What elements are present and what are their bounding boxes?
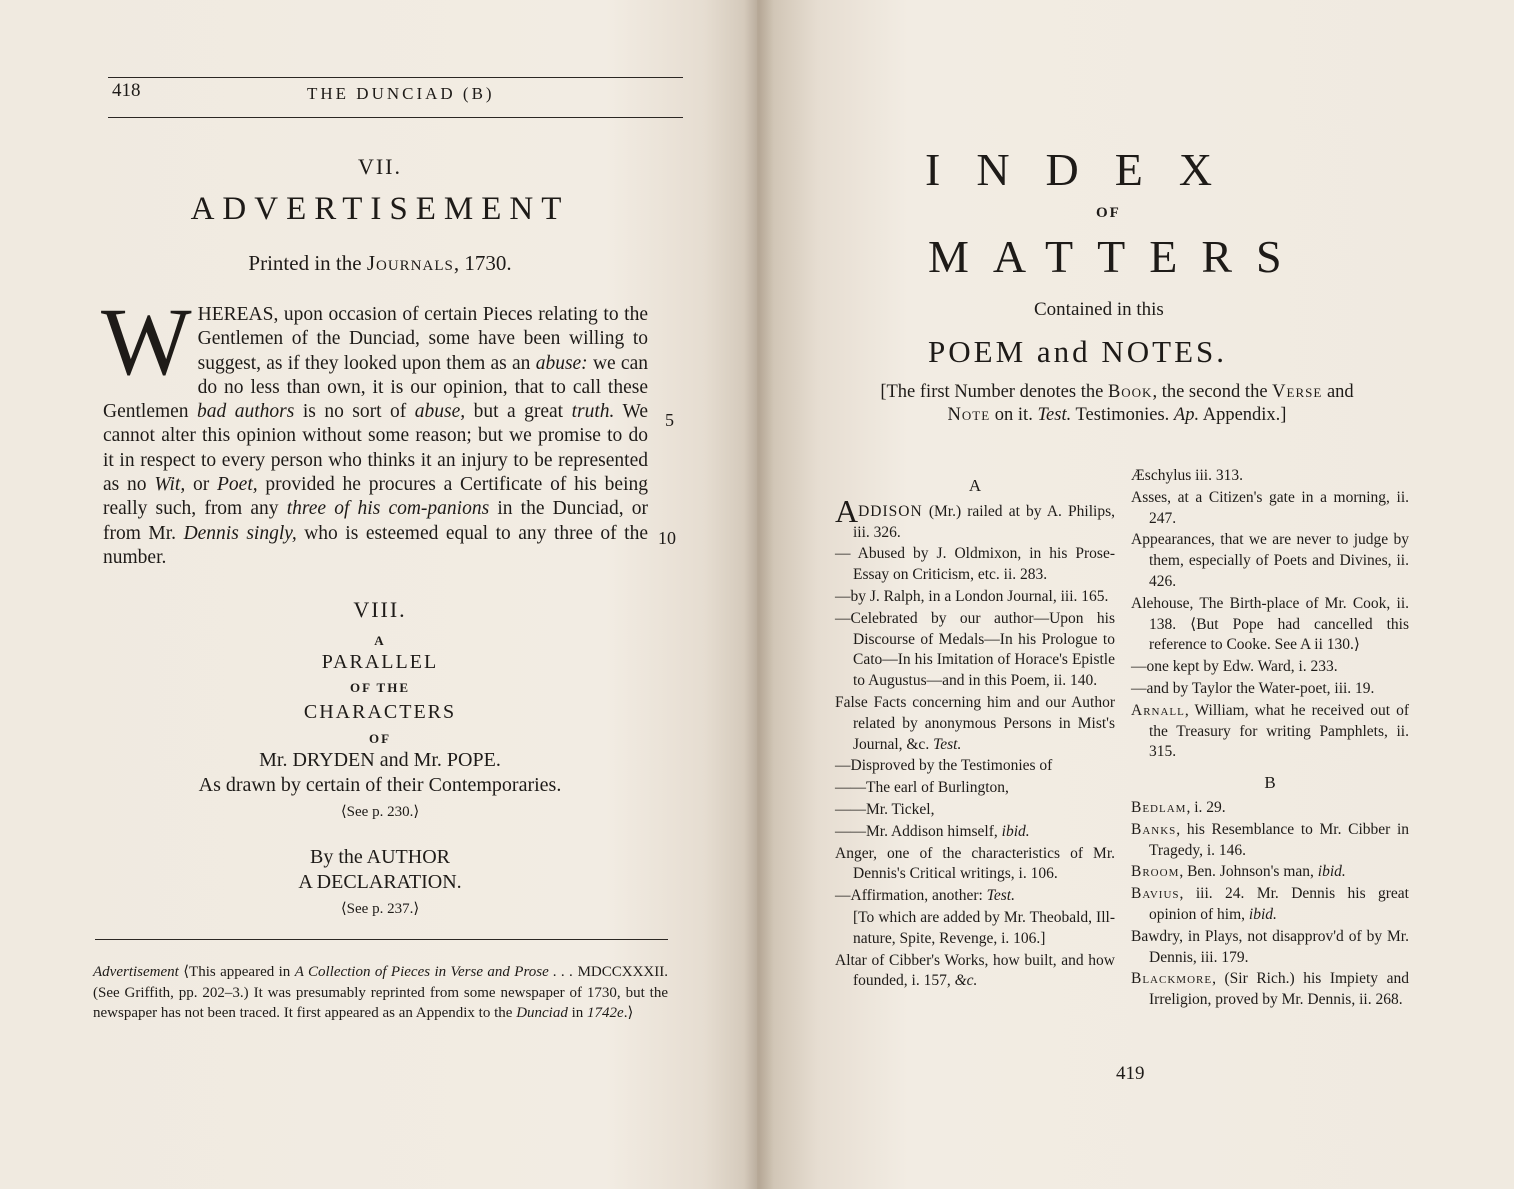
index-entry: Bavius, iii. 24. Mr. Dennis his great opinion of him, ibid. [1131, 885, 1409, 923]
footnote-rule [95, 939, 668, 940]
matters-title: MATTERS [928, 231, 1306, 282]
index-entry: Arnall, William, what he received out of the Treasury for writing Pamphlets, ii. 315. [1131, 701, 1409, 761]
index-entry: —one kept by Edw. Ward, i. 233. [1131, 658, 1338, 676]
characters-heading: CHARACTERS [303, 701, 457, 723]
of-small: OF [368, 731, 392, 746]
index-entry: ADDISON (Mr.) railed at by A. Philips, iii. 326. [835, 492, 1115, 541]
parallel-a: A [374, 633, 386, 648]
of-the: OF THE [349, 680, 411, 695]
index-entry: —Affirmation, another: Test. [835, 887, 1015, 905]
gutter-shadow [744, 0, 774, 1189]
top-rule [108, 77, 683, 78]
index-of: OF [1096, 205, 1121, 221]
index-entry: Æschylus iii. 313. [1131, 467, 1243, 484]
letter-a-heading: A [968, 476, 982, 495]
letter-b-heading: B [1264, 773, 1276, 793]
parallel-heading: PARALLEL [321, 651, 439, 673]
poem-and-notes: POEM and NOTES. [928, 334, 1228, 369]
index-entry: ——Mr. Addison himself, ibid. [835, 822, 1030, 840]
drop-cap: W [101, 288, 192, 395]
index-entry: Alehouse, The Birth-place of Mr. Cook, ii. 138. ⟨But Pope had cancelled this reference to Cooke. See A ii 130.⟩ [1131, 594, 1409, 654]
page-number-right: 419 [1116, 1063, 1145, 1084]
index-entry: —Celebrated by our author—Upon his Discourse of Medals—In his Prologue to Cato—In his Imitation of Horace's Epistle to Augustus—and in this Poem, ii. 140. [835, 609, 1115, 690]
contained-line: Contained in this [1034, 299, 1164, 320]
see-p-230: ⟨See p. 230.⟩ [340, 804, 420, 820]
printed-line: Printed in the Journals, 1730. [248, 251, 512, 275]
index-title: INDEX [925, 144, 1249, 195]
index-entry: ——The earl of Burlington, [835, 779, 1009, 797]
index-entry: [To which are added by Mr. Theobald, Ill-nature, Spite, Revenge, i. 106.] [853, 908, 1115, 947]
index-entry: Blackmore, (Sir Rich.) his Impiety and Irreligion, proved by Mr. Dennis, ii. 268. [1131, 970, 1409, 1009]
index-entry: Banks, his Resemblance to Mr. Cibber in Tragedy, i. 146. [1131, 820, 1409, 859]
advertisement-body: WHEREAS, upon occasion of certain Pieces relating to the Gentlemen of the Dunciad, some have been willing to suggest, as if they looked upon them as an abuse: we can do no less than own, it is our opinion, that to call these Gentlemen bad authors is no sort of abuse, but a great truth. We cannot alter this opinion without some reason; but we promise to do it in respect to every person who thinks it an injury to be represented as no Wit, or Poet, provided he procures a Certificate of his being really such, from any three of his com-panions in the Dunciad, or from Mr. Dennis singly, who is esteemed equal to any three of the number. [101, 288, 648, 568]
line-number-10: 10 [658, 528, 676, 548]
see-p-237: ⟨See p. 237.⟩ [340, 901, 420, 917]
index-column-right [1131, 466, 1409, 1012]
index-entry: Broom, Ben. Johnson's man, ibid. [1131, 863, 1346, 881]
index-entry: Anger, one of the characteristics of Mr. Dennis's Critical writings, i. 106. [835, 844, 1115, 883]
section-number-vii: VII. [357, 154, 403, 179]
index-entry: Bedlam, i. 29. [1131, 798, 1226, 816]
index-key-note: [The first Number denotes the Book, the second the Verse and Note on it. Test. Testimonies. Ap. Appendix.] [880, 382, 1354, 425]
page-number-left: 418 [112, 80, 141, 101]
index-entry: Asses, at a Citizen's gate in a morning, ii. 247. [1131, 488, 1409, 527]
running-head: THE DUNCIAD (B) [307, 84, 495, 103]
index-entry: —by J. Ralph, in a London Journal, iii. 165. [835, 587, 1109, 605]
by-the-author: By the AUTHOR [310, 846, 450, 868]
dryden-pope: Mr. DRYDEN and Mr. POPE. [259, 749, 501, 771]
drawn-by: As drawn by certain of their Contemporaries. [198, 774, 562, 796]
index-entry: Bawdry, in Plays, not disapprov'd of by Mr. Dennis, iii. 179. [1131, 927, 1409, 966]
footnote: Advertisement ⟨This appeared in A Collection of Pieces in Verse and Prose . . . MDCCXXXII. (See Griffith, pp. 202–3.) It was presumably reprinted from some newspaper of 1730, but the newspaper has not been traced. It first appeared as an Appendix to the Dunciad in 1742e.⟩ [93, 964, 668, 1021]
index-entry: ——Mr. Tickel, [835, 800, 935, 818]
line-number-5: 5 [665, 410, 674, 430]
a-declaration: A DECLARATION. [298, 871, 462, 893]
index-column-left [835, 476, 1115, 993]
index-entry: False Facts concerning him and our Author related by anonymous Persons in Mist's Journal, &c. Test. [835, 693, 1115, 753]
section-number-viii: VIII. [353, 597, 407, 622]
header-rule [108, 117, 683, 118]
advertisement-title: ADVERTISEMENT [190, 191, 570, 227]
index-entry: —and by Taylor the Water-poet, iii. 19. [1131, 679, 1375, 697]
index-entry: — Abused by J. Oldmixon, in his Prose-Essay on Criticism, etc. ii. 283. [835, 545, 1115, 584]
index-entry: —Disproved by the Testimonies of [835, 757, 1053, 775]
index-entry: Appearances, that we are never to judge by them, especially of Poets and Divines, ii. 426. [1131, 531, 1409, 590]
index-entry: Altar of Cibber's Works, how built, and how founded, i. 157, &c. [835, 951, 1115, 990]
